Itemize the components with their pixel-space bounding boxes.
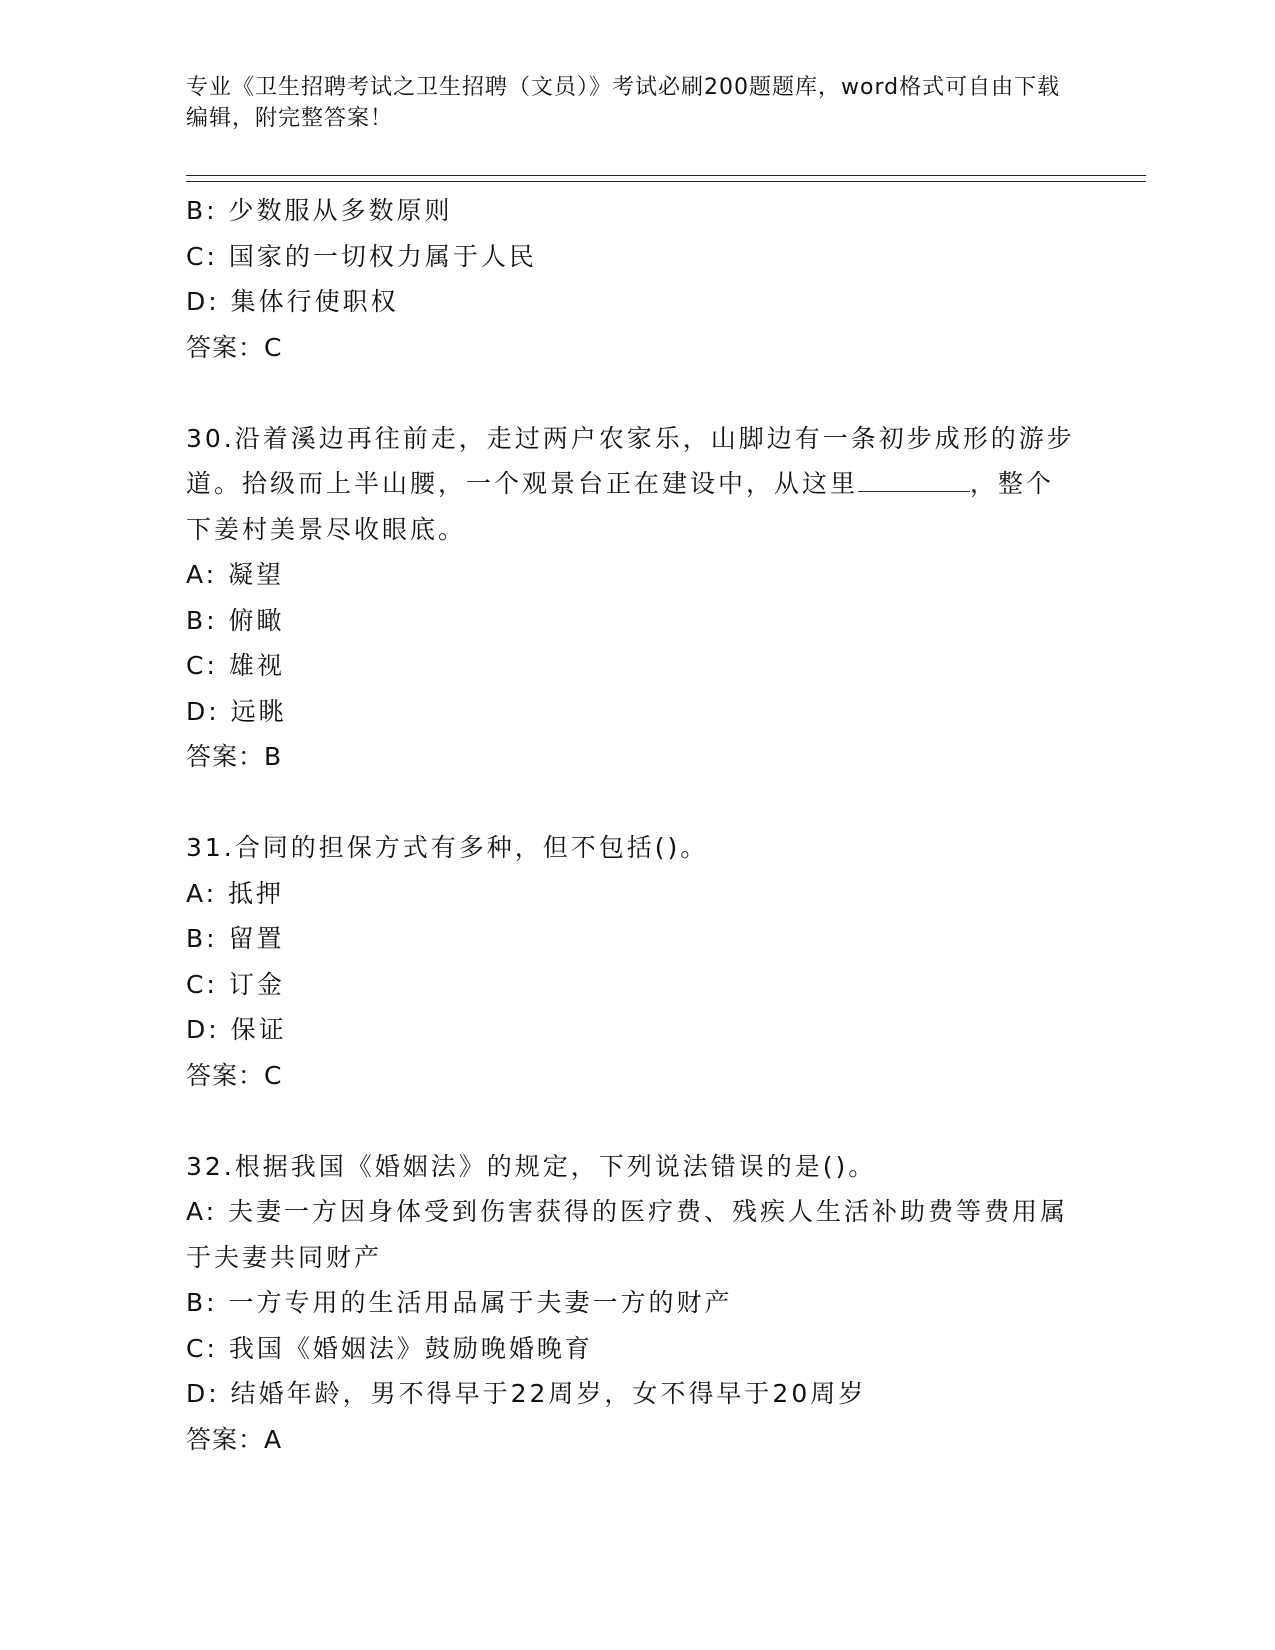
option-c: C: 雄视 [186, 651, 285, 680]
answer-label: 答案： [186, 742, 265, 771]
spacer [186, 1098, 1076, 1144]
option-b: B: 少数服从多数原则 [186, 196, 453, 225]
question-stem: 31.合同的担保方式有多种，但不包括()。 [186, 833, 709, 862]
option-c: C: 订金 [186, 969, 285, 999]
answer-value: A [264, 1424, 283, 1454]
option-c: C: 我国《婚姻法》鼓励晚婚晚育 [186, 1333, 593, 1363]
question-stem [186, 416, 1076, 553]
question-31 [186, 825, 1076, 1098]
question-29-tail [186, 188, 1076, 370]
answer-line [186, 1417, 1076, 1463]
question-30 [186, 416, 1076, 780]
question-content [186, 188, 1076, 1462]
option-b: B: 留置 [186, 924, 285, 953]
answer-line [186, 325, 1076, 371]
option-b: B: 俯瞰 [186, 605, 285, 635]
question-32 [186, 1144, 1076, 1463]
answer-value: B [264, 742, 283, 771]
option-d: D: 结婚年龄，男不得早于22周岁，女不得早于20周岁 [186, 1379, 867, 1408]
answer-label: 答案： [186, 1424, 265, 1454]
option-c: C: 国家的一切权力属于人民 [186, 241, 537, 271]
spacer [186, 780, 1076, 826]
answer-label: 答案： [186, 1060, 265, 1090]
option-d: D: 集体行使职权 [186, 287, 399, 316]
answer-label: 答案： [186, 332, 265, 362]
answer-value: C [264, 1060, 283, 1090]
option-a: A: 夫妻一方因身体受到伤害获得的医疗费、残疾人生活补助费等费用属于夫妻共同财产 [186, 1197, 1069, 1272]
answer-value: C [264, 332, 283, 362]
header-rule-bottom [186, 181, 1146, 182]
fill-in-blank [858, 469, 970, 492]
option-d: D: 远眺 [186, 696, 287, 726]
spacer [186, 370, 1076, 416]
option-d: D: 保证 [186, 1015, 287, 1044]
header-rule-top [186, 175, 1146, 176]
option-a: A: 抵押 [186, 878, 285, 908]
stem-text-after-blank: ，整个下姜村美景尽收眼底。 [186, 469, 1055, 544]
answer-line [186, 734, 1076, 780]
option-b: B: 一方专用的生活用品属于夫妻一方的财产 [186, 1288, 733, 1317]
stem-text-before-blank: 30.沿着溪边再往前走，走过两户农家乐，山脚边有一条初步成形的游步道。拾级而上半山腰，一个观景台正在建设中，从这里 [186, 423, 1075, 498]
document-header: 专业《卫生招聘考试之卫生招聘（文员）》考试必刷200题题库，word格式可自由下载编辑，附完整答案！ [186, 75, 1061, 131]
question-stem: 32.根据我国《婚姻法》的规定，下列说法错误的是()。 [186, 1151, 877, 1181]
option-a: A: 凝望 [186, 560, 285, 589]
answer-line [186, 1053, 1076, 1099]
